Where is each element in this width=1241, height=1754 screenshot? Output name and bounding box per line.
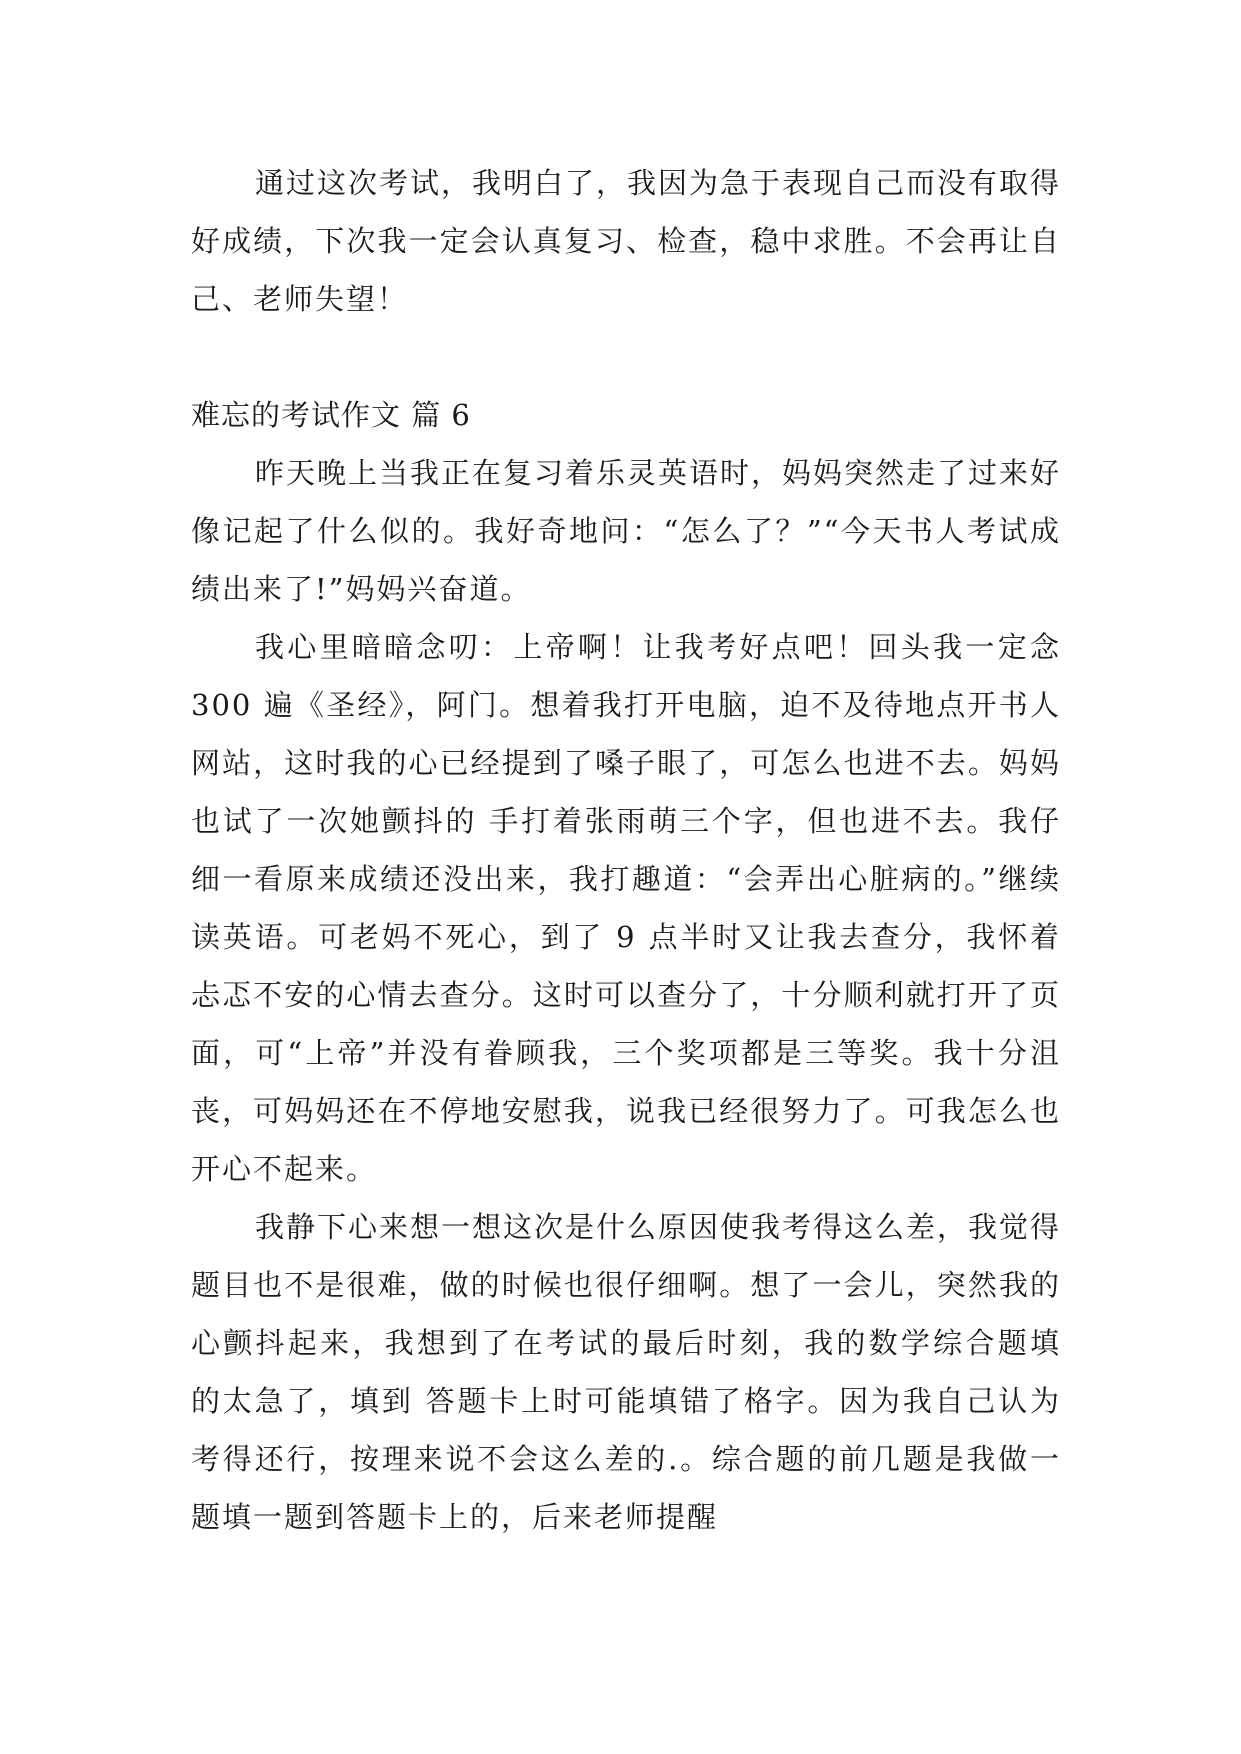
paragraph-1: 昨天晚上当我正在复习着乐灵英语时，妈妈突然走了过来好像记起了什么似的。我好奇地问：“怎么了？”“今天书人考试成绩出来了!”妈妈兴奋道。 (191, 456, 1062, 606)
paragraph-2: 我心里暗暗念叨：上帝啊！让我考好点吧！回头我一定念 300 遍《圣经》，阿门。想着我打开电脑，迫不及待地点开书人网站，这时我的心已经提到了嗓子眼了，可怎么也进不去。妈妈也试了一次她颤抖的 手打着张雨萌三个字，但也进不去。我仔细一看原来成绩还没出来，我打趣道：“会弄出心脏病的。”继续读英语。可老妈不死心，到了 9 点半时又让我去查分，我怀着忐忑不安的心情去查分。这时可以查分了，十分顺利就打开了页面，可“上帝”并没有眷顾我，三个奖项都是三等奖。我十分沮丧，可妈妈还在不停地安慰我，说我已经很努力了。可我怎么也开心不起来。 (191, 630, 1061, 1186)
section-heading: 难忘的考试作文 篇 6 (191, 398, 471, 432)
paragraph-3: 我静下心来想一想这次是什么原因使我考得这么差，我觉得题目也不是很难，做的时候也很仔细啊。想了一会儿，突然我的心颤抖起来，我想到了在考试的最后时刻，我的数学综合题填 的太急了，填到 答题卡上时可能填错了格字。因为我自己认为考得还行，按理来说不会这么差的.。综合题的前几题是我做一题填一题到答题卡上的，后来老师提醒 (191, 1210, 1062, 1534)
paragraph-conclusion: 通过这次考试，我明白了，我因为急于表现自己而没有取得好成绩，下次我一定会认真复习、检查，稳中求胜。不会再让自己、老师失望！ (191, 166, 1062, 316)
document-body (191, 154, 1061, 1546)
